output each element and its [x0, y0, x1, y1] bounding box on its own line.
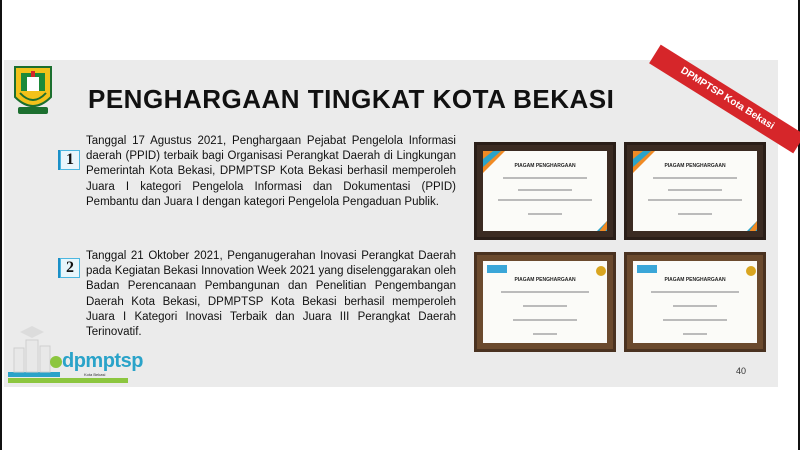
- certificate-heading: PIAGAM PENGHARGAAN: [664, 163, 726, 169]
- item-text-1: Tanggal 17 Agustus 2021, Penghargaan Pejabat Pengelola Informasi daerah (PPID) terbaik bagi Organisasi Perangkat Daerah di Lingkungan Pemerintah Kota Bekasi, DPMPTSP Kota Bekasi berhasil memperoleh Juara I kategori Pengelola Informasi dan Dokumentasi (PPID) Pembantu dan Juara I dengan kategori Pengelola Pengaduan Publik.: [86, 135, 456, 208]
- brand-sub: Kota Bekasi: [84, 372, 106, 377]
- slide-title: PENGHARGAAN TINGKAT KOTA BEKASI: [88, 84, 615, 114]
- item-number-2: 2: [60, 258, 80, 278]
- certificate-heading: PIAGAM PENGHARGAAN: [514, 163, 576, 169]
- certificate-decoration-icon: [633, 261, 757, 343]
- certificate-heading: PIAGAM PENGHARGAAN: [514, 277, 576, 283]
- page-number: 40: [736, 366, 747, 376]
- certificate-heading: PIAGAM PENGHARGAAN: [664, 277, 726, 283]
- certificate-innovation-2: [624, 252, 766, 352]
- left-border: [0, 0, 2, 450]
- dpmptsp-ribbon: DPMPTSP Kota Bekasi: [649, 45, 800, 154]
- certificate-ppid-1: [474, 142, 616, 240]
- item-text-2: Tanggal 21 Oktober 2021, Penganugerahan Inovasi Perangkat Daerah pada Kegiatan Bekasi Innovation Week 2021 yang diselenggarakan oleh Badan Perencanaan Pembangunan dan Penelitian Pengembangan Daerah Kota Bekasi, DPMPTSP Kota Bekasi berhasil memperoleh Juara I Kategori Inovasi Terbaik dan Juara III Perangkat Daerah Terinovatif.: [86, 250, 456, 339]
- item-number-1: 1: [60, 150, 80, 170]
- kota-bekasi-logo: [12, 63, 54, 119]
- certificate-ppid-2: [624, 142, 766, 240]
- dpmptsp-logo: [6, 322, 146, 386]
- brand-name: dpmptsp: [62, 350, 143, 372]
- certificate-innovation-1: [474, 252, 616, 352]
- certificate-decoration-icon: [483, 261, 607, 343]
